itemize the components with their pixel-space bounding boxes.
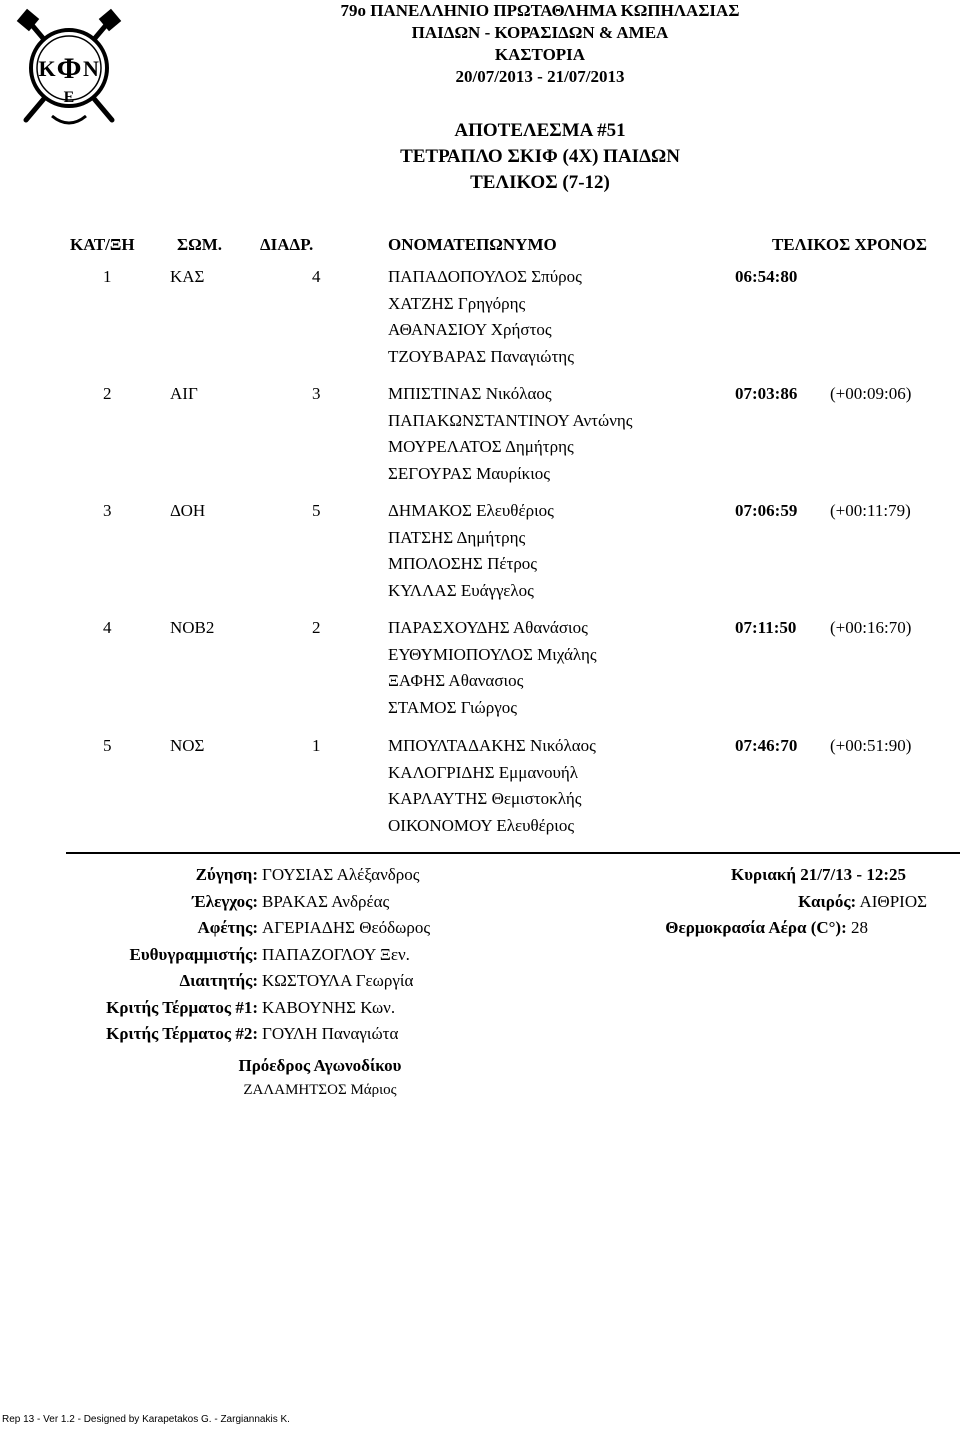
official-label: Κριτής Τέρματος #1:: [106, 998, 258, 1017]
weather-value: ΑΙΘΡΙΟΣ: [859, 892, 927, 911]
result-number: ΑΠΟΤΕΛΕΣΜΑ #51: [454, 120, 626, 141]
rank: 2: [103, 384, 112, 403]
lane: 5: [312, 501, 321, 520]
crew-member: ΠΑΠΑΚΩΝΣΤΑΝΤΙΝΟΥ Αντώνης: [388, 410, 633, 430]
column-header-rank: ΚΑΤ/ΞΗ: [70, 235, 135, 254]
crew-member: ΚΑΡΛΑΥΤΗΣ Θεμιστοκλής: [388, 789, 582, 808]
club: ΝΟΒ2: [170, 618, 215, 637]
club: ΝΟΣ: [170, 736, 205, 755]
weather: [798, 889, 927, 916]
crew-member: ΧΑΤΖΗΣ Γρηγόρης: [388, 293, 526, 313]
official-value: ΓΟΥΛΗ Παναγιώτα: [262, 1024, 399, 1043]
club: ΔΟΗ: [170, 501, 206, 520]
time-difference: (+00:11:79): [830, 501, 911, 520]
final-time: 06:54:80: [735, 267, 798, 286]
column-header-time: ΤΕΛΙΚΟΣ ΧΡΟΝΟΣ: [771, 235, 927, 254]
official-label: Κριτής Τέρματος #2:: [106, 1024, 258, 1043]
championship-title: 79ο ΠΑΝΕΛΛΗΝΙΟ ΠΡΩΤΑΘΛΗΜΑ ΚΩΠΗΛΑΣΙΑΣ: [340, 1, 740, 20]
crew-list: [388, 733, 596, 839]
time-difference: (+00:09:06): [830, 384, 912, 403]
official-label: Ευθυγραμμιστής:: [129, 945, 258, 964]
air-temperature: [665, 915, 868, 942]
official-label: Έλεγχος:: [192, 892, 258, 911]
championship-venue: ΚΑΣΤΟΡΙΑ: [494, 45, 586, 64]
result-row: [0, 381, 960, 497]
championship-category: ΠΑΙΔΩΝ - ΚΟΡΑΣΙΔΩΝ & ΑΜΕΑ: [411, 23, 669, 42]
report-footer: Rep 13 - Ver 1.2 - Designed by Karapetakos G. - Zargiannakis K.: [2, 1414, 290, 1425]
official-value: ΒΡΑΚΑΣ Ανδρέας: [262, 892, 390, 911]
crew-list: [388, 381, 633, 487]
crew-member: ΟΙΚΟΝΟΜΟΥ Ελευθέριος: [388, 815, 575, 835]
final-time: 07:06:59: [735, 501, 798, 520]
time-difference: (+00:16:70): [830, 618, 912, 637]
crew-member: ΜΠΟΥΛΤΑΔΑΚΗΣ Νικόλαος: [388, 736, 596, 755]
crew-member: ΕΥΘΥΜΙΟΠΟΥΛΟΣ Μιχάλης: [388, 644, 597, 664]
official-label: Αφέτης:: [197, 918, 258, 937]
official-value: ΚΑΒΟΥΝΗΣ Κων.: [262, 998, 396, 1017]
crew-member: ΠΑΡΑΣΧΟΥΔΗΣ Αθανάσιος: [388, 618, 588, 637]
crew-member: ΜΟΥΡΕΛΑΤΟΣ Δημήτρης: [388, 437, 574, 456]
event-name: ΤΕΤΡΑΠΛΟ ΣΚΙΦ (4Χ) ΠΑΙΔΩΝ: [400, 146, 680, 167]
crew-member: ΞΑΦΗΣ Αθανασιος: [388, 671, 524, 690]
time-difference: (+00:51:90): [830, 736, 912, 755]
crew-member: ΜΠΙΣΤΙΝΑΣ Νικόλαος: [388, 384, 552, 403]
president-title: Πρόεδρος Αγωνοδίκου: [238, 1056, 402, 1075]
rank: 4: [103, 618, 112, 637]
crew-member: ΣΕΓΟΥΡΑΣ Μαυρίκιος: [388, 463, 551, 483]
result-row: [0, 498, 960, 614]
result-row: [0, 733, 960, 849]
rank: 3: [103, 501, 112, 520]
crew-member: ΠΑΤΣΗΣ Δημήτρης: [388, 527, 526, 547]
president-name: ΖΑΛΑΜΗΤΣΟΣ Μάριος: [243, 1082, 397, 1098]
crew-member: ΚΥΛΛΑΣ Ευάγγελος: [388, 580, 534, 600]
crew-member: ΠΑΠΑΔΟΠΟΥΛΟΣ Σπύρος: [388, 267, 582, 286]
club: ΑΙΓ: [170, 384, 198, 403]
divider: [66, 852, 960, 854]
final-time: 07:46:70: [735, 736, 798, 755]
rank: 5: [103, 736, 112, 755]
race-date: Κυριακή 21/7/13 - 12:25: [730, 865, 906, 884]
lane: 1: [312, 736, 321, 755]
crew-list: [388, 498, 554, 604]
crew-member: ΤΖΟΥΒΑΡΑΣ Παναγιώτης: [388, 346, 574, 366]
championship-dates: 20/07/2013 - 21/07/2013: [455, 67, 625, 86]
official-value: ΓΟΥΣΙΑΣ Αλέξανδρος: [262, 865, 420, 884]
result-row: [0, 264, 960, 380]
column-header-club: ΣΩΜ.: [177, 235, 223, 254]
crew-member: ΚΑΛΟΓΡΙΔΗΣ Εμμανουήλ: [388, 762, 579, 782]
logo-letter: Ν: [83, 56, 99, 81]
federation-logo: [14, 8, 124, 130]
temperature-value: 28: [851, 918, 868, 937]
lane: 3: [312, 384, 321, 403]
final-time: 07:03:86: [735, 384, 798, 403]
logo-letter: Κ: [38, 56, 56, 81]
crew-member: ΜΠΟΛΟΣΗΣ Πέτρος: [388, 554, 538, 573]
crew-member: ΑΘΑΝΑΣΙΟΥ Χρήστος: [388, 320, 552, 339]
logo-letter: Φ: [56, 52, 82, 85]
club: ΚΑΣ: [170, 267, 205, 286]
result-row: [0, 615, 960, 731]
column-header-names: ΟΝΟΜΑΤΕΠΩΝΥΜΟ: [388, 235, 557, 254]
official-label: Ζύγηση:: [195, 865, 258, 884]
crew-list: [388, 615, 597, 721]
crew-list: [388, 264, 582, 370]
logo-letter: Ε: [63, 89, 75, 106]
official-label: Διαιτητής:: [179, 971, 258, 990]
rank: 1: [103, 267, 112, 286]
crew-member: ΣΤΑΜΟΣ Γιώργος: [388, 697, 517, 717]
lane: 2: [312, 618, 321, 637]
final-time: 07:11:50: [735, 618, 797, 637]
official-value: ΠΑΠΑΖΟΓΛΟΥ Ξεν.: [262, 945, 410, 964]
official-value: ΚΩΣΤΟΥΛΑ Γεωργία: [262, 971, 414, 990]
column-header-lane: ΔΙΑΔΡ.: [260, 235, 314, 254]
lane: 4: [312, 267, 321, 286]
crew-member: ΔΗΜΑΚΟΣ Ελευθέριος: [388, 501, 554, 520]
event-stage: ΤΕΛΙΚΟΣ (7-12): [470, 172, 610, 193]
temperature-label: Θερμοκρασία Αέρα (C°):: [665, 918, 847, 937]
weather-label: Καιρός:: [798, 892, 857, 911]
official-value: ΑΓΕΡΙΑΔΗΣ Θεόδωρος: [262, 918, 431, 937]
